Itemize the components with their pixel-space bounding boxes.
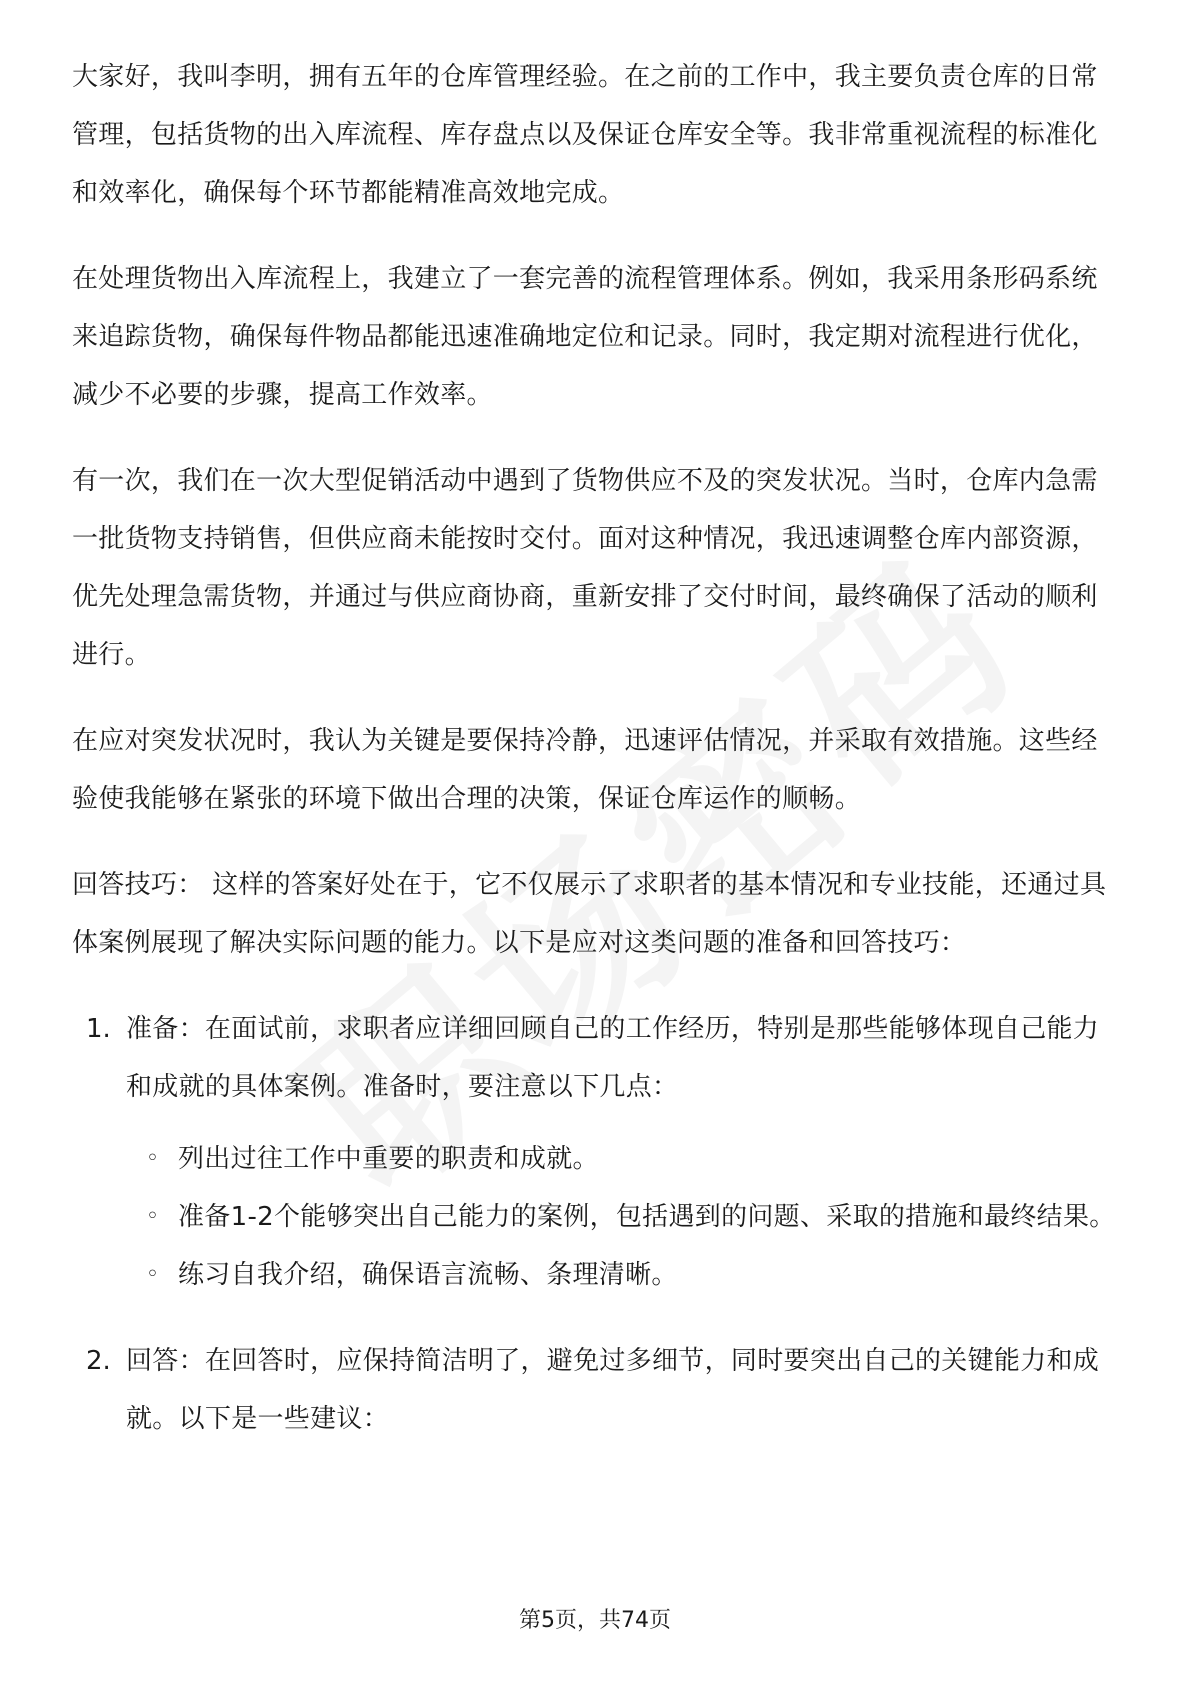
paragraph-tips: 回答技巧： 这样的答案好处在于，它不仅展示了求职者的基本情况和专业技能，还通过具体案例展现了解决实际问题的能力。以下是应对这类问题的准备和回答技巧： <box>72 870 1107 958</box>
bullet-icon: ◦ <box>146 1204 160 1229</box>
list-item-text: 回答：在回答时，应保持简洁明了，避免过多细节，同时要突出自己的关键能力和成就。以下是一些建议： <box>126 1346 1100 1434</box>
page-footer: 第5页，共74页 <box>519 1608 671 1633</box>
bullet-text: 列出过往工作中重要的职责和成就。 <box>178 1144 599 1174</box>
bullet-item <box>126 1188 1122 1246</box>
bullet-icon: ◦ <box>146 1146 160 1171</box>
document-body <box>72 48 1122 1476</box>
list-item-answer <box>72 1332 1122 1448</box>
bullet-item <box>126 1246 1122 1304</box>
paragraph-intro: 大家好，我叫李明，拥有五年的仓库管理经验。在之前的工作中，我主要负责仓库的日常管理，包括货物的出入库流程、库存盘点以及保证仓库安全等。我非常重视流程的标准化和效率化，确保每个环节都能精准高效地完成。 <box>72 62 1098 208</box>
bullet-icon: ◦ <box>146 1262 160 1287</box>
paragraph-reflection: 在应对突发状况时，我认为关键是要保持冷静，迅速评估情况，并采取有效措施。这些经验使我能够在紧张的环境下做出合理的决策，保证仓库运作的顺畅。 <box>72 726 1098 814</box>
paragraph-incident: 有一次，我们在一次大型促销活动中遇到了货物供应不及的突发状况。当时，仓库内急需一批货物支持销售，但供应商未能按时交付。面对这种情况，我迅速调整仓库内部资源，优先处理急需货物，并通过与供应商协商，重新安排了交付时间，最终确保了活动的顺利进行。 <box>72 466 1098 670</box>
bullet-item <box>126 1130 1122 1188</box>
bullet-list <box>126 1130 1122 1304</box>
list-item-text: 准备：在面试前，求职者应详细回顾自己的工作经历，特别是那些能够体现自己能力和成就的具体案例。准备时，要注意以下几点： <box>126 1014 1100 1102</box>
numbered-list <box>72 1000 1122 1448</box>
paragraph-process: 在处理货物出入库流程上，我建立了一套完善的流程管理体系。例如，我采用条形码系统来追踪货物，确保每件物品都能迅速准确地定位和记录。同时，我定期对流程进行优化，减少不必要的步骤，提高工作效率。 <box>72 264 1098 410</box>
bullet-text: 准备1-2个能够突出自己能力的案例，包括遇到的问题、采取的措施和最终结果。 <box>178 1202 1116 1232</box>
list-item-prepare <box>72 1000 1122 1304</box>
bullet-text: 练习自我介绍，确保语言流畅、条理清晰。 <box>178 1260 678 1290</box>
list-number: 1. <box>86 1014 111 1044</box>
list-number: 2. <box>86 1346 111 1376</box>
